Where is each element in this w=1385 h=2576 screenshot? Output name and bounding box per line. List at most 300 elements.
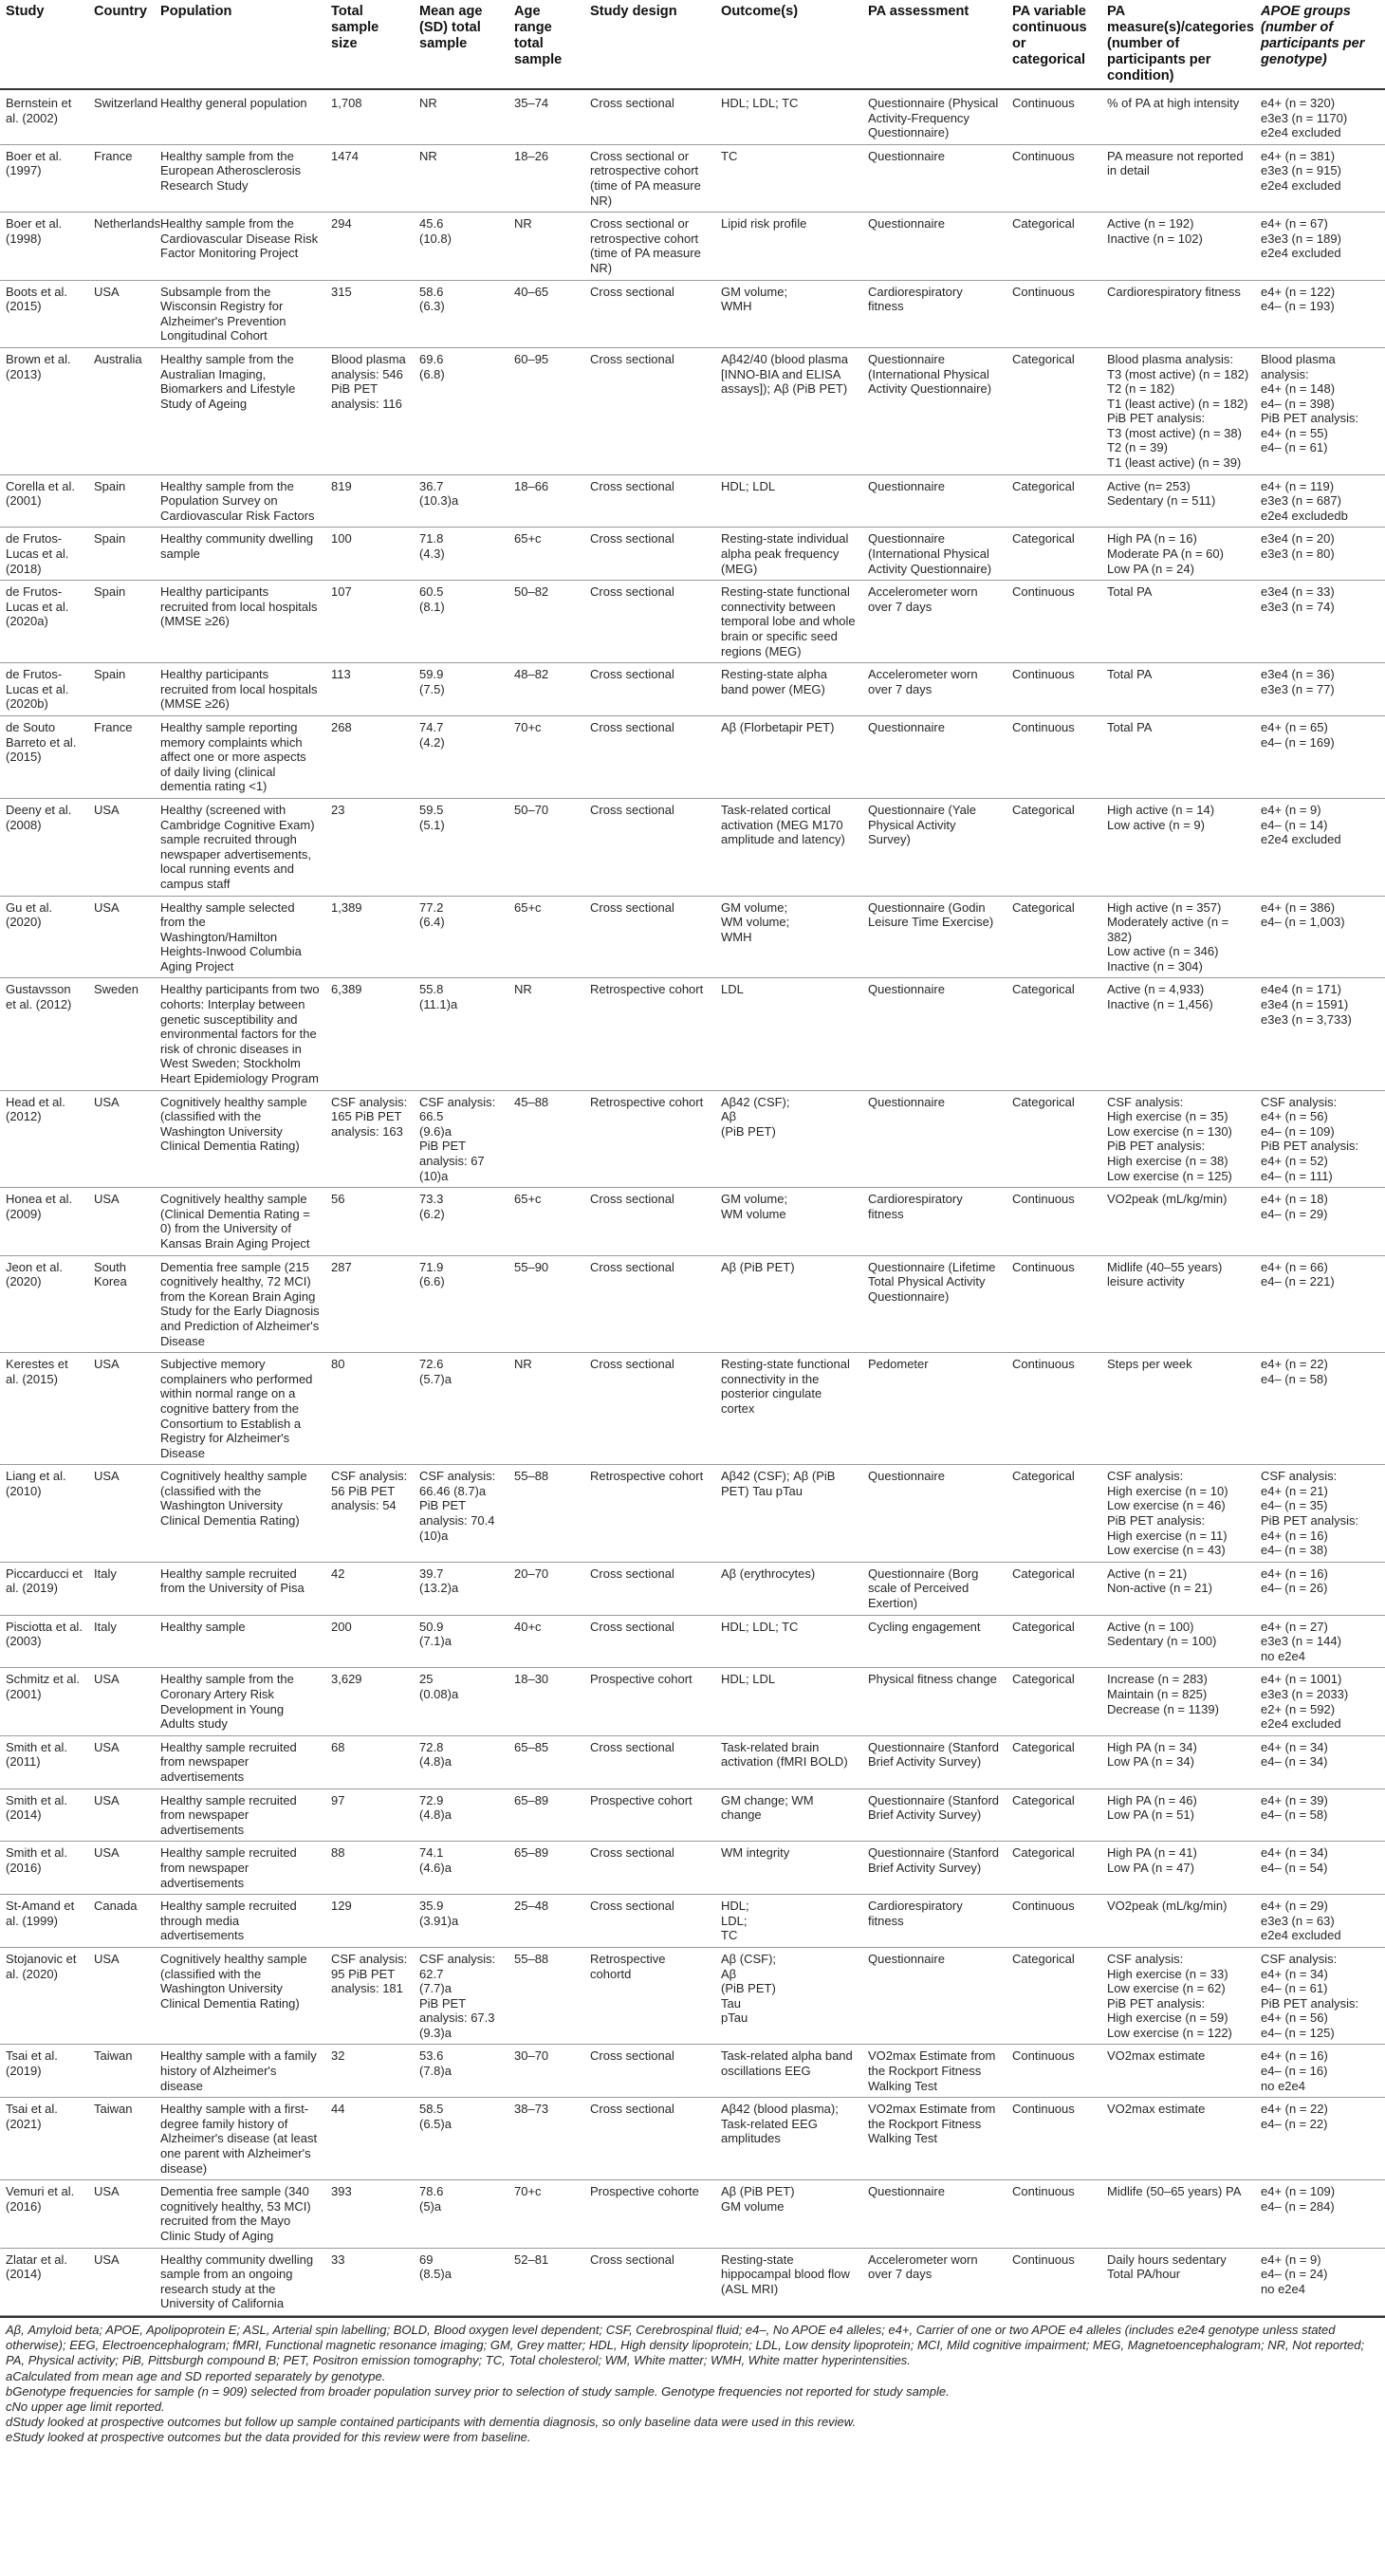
table-cell: CSF analysis: e4+ (n = 21) e4– (n = 35) PiB PET analysis: e4+ (n = 16) e4– (n = 38) [1255, 1465, 1385, 1563]
table-row [0, 1353, 1385, 1465]
table-row [0, 2098, 1385, 2180]
table-cell: Resting-state alpha band power (MEG) [715, 663, 862, 716]
table-cell: 129 [325, 1895, 414, 1948]
table-cell: Netherlands [88, 213, 155, 280]
table-cell: CSF analysis: 66.46 (8.7)a PiB PET analysis: 70.4 (10)a [414, 1465, 508, 1563]
table-row [0, 1562, 1385, 1615]
table-cell: Zlatar et al. (2014) [0, 2248, 88, 2315]
table-cell: Continuous [1006, 1353, 1101, 1465]
table-cell: USA [88, 1188, 155, 1255]
table-cell: Healthy sample from the Coronary Artery Risk Development in Young Adults study [155, 1668, 325, 1735]
table-cell: Taiwan [88, 2098, 155, 2180]
table-cell: Aβ (PiB PET) [715, 1255, 862, 1353]
table-cell: 38–73 [508, 2098, 584, 2180]
table-cell: Categorical [1006, 1090, 1101, 1188]
table-cell: Categorical [1006, 528, 1101, 581]
table-cell: Active (n = 4,933) Inactive (n = 1,456) [1101, 978, 1255, 1090]
table-cell: Continuous [1006, 2248, 1101, 2315]
table-notes [0, 2316, 1385, 2446]
table-cell: 25 (0.08)a [414, 1668, 508, 1735]
table-cell: Blood plasma analysis: e4+ (n = 148) e4– (n = 398) PiB PET analysis: e4+ (n = 55) e4– (n = 61) [1255, 347, 1385, 474]
table-cell: 33 [325, 2248, 414, 2315]
table-cell: Continuous [1006, 1895, 1101, 1948]
table-cell: Continuous [1006, 1255, 1101, 1353]
table-cell: Categorical [1006, 978, 1101, 1090]
table-cell: Brown et al. (2013) [0, 347, 88, 474]
table-cell: 71.9 (6.6) [414, 1255, 508, 1353]
table-row [0, 1668, 1385, 1735]
table-cell: 74.7 (4.2) [414, 715, 508, 798]
table-cell: Gustavsson et al. (2012) [0, 978, 88, 1090]
table-cell: Active (n = 192) Inactive (n = 102) [1101, 213, 1255, 280]
table-row [0, 1735, 1385, 1788]
table-cell: Cross sectional [584, 1842, 715, 1895]
table-cell: 60–95 [508, 347, 584, 474]
table-cell: CSF analysis: 62.7 (7.7)a PiB PET analysis: 67.3 (9.3)a [414, 1947, 508, 2045]
table-cell: Cross sectional [584, 715, 715, 798]
table-cell: USA [88, 2248, 155, 2315]
table-cell: Tsai et al. (2021) [0, 2098, 88, 2180]
table-row [0, 1465, 1385, 1563]
table-row [0, 213, 1385, 280]
table-cell: Cross sectional [584, 1188, 715, 1255]
table-cell: Vemuri et al. (2016) [0, 2180, 88, 2248]
table-cell: de Frutos-Lucas et al. (2018) [0, 528, 88, 581]
table-cell: USA [88, 1353, 155, 1465]
table-cell: Aβ42/40 (blood plasma [INNO-BIA and ELISA assays]); Aβ (PiB PET) [715, 347, 862, 474]
table-cell: Questionnaire [862, 1947, 1006, 2045]
table-cell: 72.6 (5.7)a [414, 1353, 508, 1465]
table-cell: 393 [325, 2180, 414, 2248]
table-cell: GM volume; WMH [715, 280, 862, 347]
table-cell: 88 [325, 1842, 414, 1895]
table-cell: Taiwan [88, 2045, 155, 2098]
table-cell: Continuous [1006, 89, 1101, 144]
table-cell: e4+ (n = 1001) e3e3 (n = 2033) e2+ (n = 592) e2e4 excluded [1255, 1668, 1385, 1735]
table-cell: NR [508, 213, 584, 280]
table-cell: 77.2 (6.4) [414, 896, 508, 978]
table-cell: 55–90 [508, 1255, 584, 1353]
table-cell: Cognitively healthy sample (classified with the Washington University Clinical Dementia Rating) [155, 1465, 325, 1563]
table-cell: 71.8 (4.3) [414, 528, 508, 581]
table-cell: Spain [88, 474, 155, 528]
table-cell: Categorical [1006, 1788, 1101, 1842]
table-cell: Italy [88, 1615, 155, 1668]
table-cell: Questionnaire (International Physical Activity Questionnaire) [862, 528, 1006, 581]
table-cell: 42 [325, 1562, 414, 1615]
column-header: Age range total sample [508, 0, 584, 89]
table-row [0, 1895, 1385, 1948]
table-cell: CSF analysis: e4+ (n = 34) e4– (n = 61) PiB PET analysis: e4+ (n = 56) e4– (n = 125) [1255, 1947, 1385, 2045]
table-cell: Sweden [88, 978, 155, 1090]
table-cell: Smith et al. (2016) [0, 1842, 88, 1895]
table-cell: Healthy community dwelling sample from an ongoing research study at the University of California [155, 2248, 325, 2315]
table-cell: CSF analysis: 66.5 (9.6)a PiB PET analysis: 67 (10)a [414, 1090, 508, 1188]
table-cell: Cross sectional [584, 1895, 715, 1948]
table-cell: USA [88, 1465, 155, 1563]
column-header: PA variable continuous or categorical [1006, 0, 1101, 89]
table-cell: 70+c [508, 2180, 584, 2248]
table-cell: Questionnaire [862, 474, 1006, 528]
table-cell: e4+ (n = 27) e3e3 (n = 144) no e2e4 [1255, 1615, 1385, 1668]
table-cell: Total PA [1101, 581, 1255, 663]
table-cell: Cross sectional [584, 1735, 715, 1788]
table-cell: Healthy sample [155, 1615, 325, 1668]
table-cell: 56 [325, 1188, 414, 1255]
table-cell: e4+ (n = 66) e4– (n = 221) [1255, 1255, 1385, 1353]
table-cell: Task-related brain activation (fMRI BOLD) [715, 1735, 862, 1788]
table-cell: 36.7 (10.3)a [414, 474, 508, 528]
table-cell: GM volume; WM volume; WMH [715, 896, 862, 978]
table-cell: Stojanovic et al. (2020) [0, 1947, 88, 2045]
header-row [0, 0, 1385, 89]
table-cell: 48–82 [508, 663, 584, 716]
table-row [0, 896, 1385, 978]
table-cell: Liang et al. (2010) [0, 1465, 88, 1563]
table-cell: 65+c [508, 1188, 584, 1255]
table-cell: Questionnaire [862, 978, 1006, 1090]
table-cell: CSF analysis: 56 PiB PET analysis: 54 [325, 1465, 414, 1563]
table-cell: Questionnaire [862, 144, 1006, 212]
footnote: dStudy looked at prospective outcomes but follow up sample contained participants with dementia diagnosis, so only baseline data were used in this review. [6, 2415, 857, 2430]
table-cell: 32 [325, 2045, 414, 2098]
table-cell: Continuous [1006, 581, 1101, 663]
table-cell: Aβ (erythrocytes) [715, 1562, 862, 1615]
table-cell: 55–88 [508, 1947, 584, 2045]
table-cell: Retrospective cohort [584, 1090, 715, 1188]
table-cell: Smith et al. (2011) [0, 1735, 88, 1788]
table-cell: Questionnaire (Stanford Brief Activity Survey) [862, 1842, 1006, 1895]
table-cell: Gu et al. (2020) [0, 896, 88, 978]
column-header: PA measure(s)/categories (number of participants per condition) [1101, 0, 1255, 89]
table-cell: e4+ (n = 9) e4– (n = 14) e2e4 excluded [1255, 798, 1385, 896]
table-cell: 69.6 (6.8) [414, 347, 508, 474]
table-cell: de Frutos-Lucas et al. (2020b) [0, 663, 88, 716]
table-cell: e4+ (n = 34) e4– (n = 54) [1255, 1842, 1385, 1895]
table-cell: Cross sectional [584, 280, 715, 347]
table-cell: Continuous [1006, 663, 1101, 716]
table-cell: de Souto Barreto et al. (2015) [0, 715, 88, 798]
table-cell: Questionnaire [862, 1465, 1006, 1563]
table-cell: 100 [325, 528, 414, 581]
column-header: Outcome(s) [715, 0, 862, 89]
table-cell: e3e4 (n = 20) e3e3 (n = 80) [1255, 528, 1385, 581]
table-cell: 65+c [508, 528, 584, 581]
table-cell: e4+ (n = 119) e3e3 (n = 687) e2e4 excludedb [1255, 474, 1385, 528]
table-cell: Continuous [1006, 2098, 1101, 2180]
table-cell: CSF analysis: 95 PiB PET analysis: 181 [325, 1947, 414, 2045]
table-cell: Spain [88, 581, 155, 663]
table-cell: e4+ (n = 67) e3e3 (n = 189) e2e4 excluded [1255, 213, 1385, 280]
table-cell: VO2max Estimate from the Rockport Fitness Walking Test [862, 2098, 1006, 2180]
table-cell: 18–26 [508, 144, 584, 212]
table-row [0, 715, 1385, 798]
table-cell: e4+ (n = 34) e4– (n = 34) [1255, 1735, 1385, 1788]
table-cell: e4+ (n = 39) e4– (n = 58) [1255, 1788, 1385, 1842]
table-cell: 200 [325, 1615, 414, 1668]
table-cell: e4e4 (n = 171) e3e4 (n = 1591) e3e3 (n = 3,733) [1255, 978, 1385, 1090]
table-cell: Continuous [1006, 715, 1101, 798]
table-cell: 60.5 (8.1) [414, 581, 508, 663]
table-cell: TC [715, 144, 862, 212]
table-cell: Increase (n = 283) Maintain (n = 825) Decrease (n = 1139) [1101, 1668, 1255, 1735]
table-cell: Canada [88, 1895, 155, 1948]
table-cell: Retrospective cohort [584, 1465, 715, 1563]
table-cell: LDL [715, 978, 862, 1090]
footnote: cNo upper age limit reported. [6, 2399, 165, 2414]
table-cell: Bernstein et al. (2002) [0, 89, 88, 144]
table-cell: USA [88, 2180, 155, 2248]
table-row [0, 2180, 1385, 2248]
table-cell: Aβ42 (CSF); Aβ (PiB PET) Tau pTau [715, 1465, 862, 1563]
table-cell: 40+c [508, 1615, 584, 1668]
table-cell: Questionnaire (International Physical Activity Questionnaire) [862, 347, 1006, 474]
table-cell: Honea et al. (2009) [0, 1188, 88, 1255]
table-cell: Continuous [1006, 144, 1101, 212]
table-cell: CSF analysis: e4+ (n = 56) e4– (n = 109) PiB PET analysis: e4+ (n = 52) e4– (n = 111) [1255, 1090, 1385, 1188]
table-cell: Questionnaire (Stanford Brief Activity Survey) [862, 1735, 1006, 1788]
table-cell: Cardiorespiratory fitness [862, 1895, 1006, 1948]
table-body [0, 89, 1385, 2315]
table-cell: Continuous [1006, 2180, 1101, 2248]
table-cell: CSF analysis: 165 PiB PET analysis: 163 [325, 1090, 414, 1188]
table-cell: 74.1 (4.6)a [414, 1842, 508, 1895]
table-cell: Smith et al. (2014) [0, 1788, 88, 1842]
table-cell: Jeon et al. (2020) [0, 1255, 88, 1353]
table-cell: Healthy sample with a family history of Alzheimer's disease [155, 2045, 325, 2098]
table-cell: Cross sectional [584, 1353, 715, 1465]
table-cell: 6,389 [325, 978, 414, 1090]
table-cell: e4+ (n = 9) e4– (n = 24) no e2e4 [1255, 2248, 1385, 2315]
abbreviations-note: Aβ, Amyloid beta; APOE, Apolipoprotein E; ASL, Arterial spin labelling; BOLD, Blood oxygen level dependent; CSF, Cerebrospinal fluid; e4–, No APOE e4 alleles; e4+, Carrier of one or two APOE e4 alleles (includes e2e4 genotype unless stated otherwise); EEG, Electroencephalogram; fMRI, Functional magnetic resonance imaging; GM, Grey matter; HDL, High density lipoprotein; LDL, Low density lipoprotein; MCI, Mild cognitive impairment; MEG, Magnetoencephalogram; NR, Not reported; PA, Physical activity; PiB, Pittsburgh compound B; PET, Positron emission tomography; TC, Total cholesterol; WM, White matter; WMH, White matter hyperintensities. [6, 2322, 1365, 2368]
table-cell: Resting-state functional connectivity between temporal lobe and whole brain or specific seed regions (MEG) [715, 581, 862, 663]
table-cell: Pedometer [862, 1353, 1006, 1465]
table-row [0, 280, 1385, 347]
table-cell: e4+ (n = 22) e4– (n = 22) [1255, 2098, 1385, 2180]
table-cell: Resting-state hippocampal blood flow (ASL MRI) [715, 2248, 862, 2315]
table-cell: Categorical [1006, 1735, 1101, 1788]
table-row [0, 798, 1385, 896]
table-cell: Aβ (CSF); Aβ (PiB PET) Tau pTau [715, 1947, 862, 2045]
table-cell: Questionnaire (Physical Activity-Frequency Questionnaire) [862, 89, 1006, 144]
table-cell: HDL; LDL; TC [715, 1895, 862, 1948]
table-cell: 25–48 [508, 1895, 584, 1948]
table-cell: VO2peak (mL/kg/min) [1101, 1188, 1255, 1255]
table-cell: e4+ (n = 22) e4– (n = 58) [1255, 1353, 1385, 1465]
table-cell: Categorical [1006, 1465, 1101, 1563]
table-cell: e4+ (n = 65) e4– (n = 169) [1255, 715, 1385, 798]
table-row [0, 1842, 1385, 1895]
table-cell: Healthy sample from the Cardiovascular Disease Risk Factor Monitoring Project [155, 213, 325, 280]
table-cell: Prospective cohort [584, 1668, 715, 1735]
table-cell: 65+c [508, 896, 584, 978]
table-cell: Australia [88, 347, 155, 474]
table-cell: Resting-state functional connectivity in the posterior cingulate cortex [715, 1353, 862, 1465]
table-cell: Cross sectional [584, 474, 715, 528]
table-cell: 35.9 (3.91)a [414, 1895, 508, 1948]
table-cell: 68 [325, 1735, 414, 1788]
table-cell: 268 [325, 715, 414, 798]
table-cell: Cross sectional [584, 89, 715, 144]
table-cell: Categorical [1006, 1668, 1101, 1735]
table-cell: NR [508, 978, 584, 1090]
table-cell: Healthy participants recruited from local hospitals (MMSE ≥26) [155, 663, 325, 716]
table-cell: 58.5 (6.5)a [414, 2098, 508, 2180]
table-row [0, 474, 1385, 528]
table-cell: e4+ (n = 320) e3e3 (n = 1170) e2e4 excluded [1255, 89, 1385, 144]
table-cell: Questionnaire [862, 715, 1006, 798]
table-cell: Steps per week [1101, 1353, 1255, 1465]
table-cell: GM volume; WM volume [715, 1188, 862, 1255]
table-cell: Questionnaire [862, 2180, 1006, 2248]
table-cell: Cross sectional [584, 1255, 715, 1353]
column-header: Total sample size [325, 0, 414, 89]
table-cell: USA [88, 1842, 155, 1895]
table-cell: Healthy sample recruited from newspaper advertisements [155, 1842, 325, 1895]
table-cell: 1,389 [325, 896, 414, 978]
table-cell: Healthy sample from the European Atherosclerosis Research Study [155, 144, 325, 212]
table-cell: Continuous [1006, 2045, 1101, 2098]
table-cell: VO2max estimate [1101, 2045, 1255, 2098]
table-cell: 73.3 (6.2) [414, 1188, 508, 1255]
table-cell: 55–88 [508, 1465, 584, 1563]
table-cell: 69 (8.5)a [414, 2248, 508, 2315]
column-header: Study design [584, 0, 715, 89]
table-cell: Boer et al. (1997) [0, 144, 88, 212]
table-cell: Retrospective cohort [584, 978, 715, 1090]
table-cell: CSF analysis: High exercise (n = 35) Low exercise (n = 130) PiB PET analysis: High exercise (n = 38) Low exercise (n = 125) [1101, 1090, 1255, 1188]
table-cell: Cognitively healthy sample (classified with the Washington University Clinical Dementia Rating) [155, 1947, 325, 2045]
table-cell: USA [88, 798, 155, 896]
table-cell: 18–30 [508, 1668, 584, 1735]
table-cell: Corella et al. (2001) [0, 474, 88, 528]
table-cell: Cognitively healthy sample (classified with the Washington University Clinical Dementia Rating) [155, 1090, 325, 1188]
table-cell: 70+c [508, 715, 584, 798]
table-cell: 45–88 [508, 1090, 584, 1188]
table-cell: 20–70 [508, 1562, 584, 1615]
table-cell: Deeny et al. (2008) [0, 798, 88, 896]
table-row [0, 347, 1385, 474]
table-cell: Cross sectional or retrospective cohort (time of PA measure NR) [584, 144, 715, 212]
table-cell: Cross sectional [584, 2248, 715, 2315]
table-cell: 53.6 (7.8)a [414, 2045, 508, 2098]
table-cell: Physical fitness change [862, 1668, 1006, 1735]
table-cell: Cycling engagement [862, 1615, 1006, 1668]
table-cell: Boer et al. (1998) [0, 213, 88, 280]
table-cell: Cross sectional [584, 581, 715, 663]
table-cell: France [88, 715, 155, 798]
table-row [0, 1947, 1385, 2045]
table-cell: NR [414, 144, 508, 212]
table-cell: Blood plasma analysis: 546 PiB PET analysis: 116 [325, 347, 414, 474]
table-row [0, 528, 1385, 581]
table-cell: France [88, 144, 155, 212]
table-cell: Categorical [1006, 1947, 1101, 2045]
table-cell: 59.5 (5.1) [414, 798, 508, 896]
table-cell: NR [414, 89, 508, 144]
table-cell: Lipid risk profile [715, 213, 862, 280]
table-cell: High PA (n = 46) Low PA (n = 51) [1101, 1788, 1255, 1842]
table-cell: Healthy (screened with Cambridge Cognitive Exam) sample recruited through newspaper advertisements, local running events and campus staff [155, 798, 325, 896]
table-cell: Categorical [1006, 1562, 1101, 1615]
table-cell: High PA (n = 41) Low PA (n = 47) [1101, 1842, 1255, 1895]
table-cell: e4+ (n = 16) e4– (n = 26) [1255, 1562, 1385, 1615]
table-cell: Cross sectional [584, 347, 715, 474]
table-row [0, 1615, 1385, 1668]
table-cell: 44 [325, 2098, 414, 2180]
table-cell: 50.9 (7.1)a [414, 1615, 508, 1668]
table-cell: de Frutos-Lucas et al. (2020a) [0, 581, 88, 663]
table-cell: Questionnaire (Borg scale of Perceived Exertion) [862, 1562, 1006, 1615]
column-header: Mean age (SD) total sample [414, 0, 508, 89]
table-cell: Questionnaire (Godin Leisure Time Exercise) [862, 896, 1006, 978]
table-cell: USA [88, 1735, 155, 1788]
table-row [0, 663, 1385, 716]
table-cell: USA [88, 280, 155, 347]
table-cell: High active (n = 357) Moderately active (n = 382) Low active (n = 346) Inactive (n = 304) [1101, 896, 1255, 978]
table-cell: Italy [88, 1562, 155, 1615]
table-cell: Accelerometer worn over 7 days [862, 581, 1006, 663]
table-row [0, 1255, 1385, 1353]
table-cell: Cross sectional [584, 1562, 715, 1615]
table-cell: 287 [325, 1255, 414, 1353]
table-row [0, 1188, 1385, 1255]
table-cell: % of PA at high intensity [1101, 89, 1255, 144]
table-cell: e4+ (n = 109) e4– (n = 284) [1255, 2180, 1385, 2248]
table-cell: Cross sectional [584, 798, 715, 896]
table-row [0, 2045, 1385, 2098]
table-cell: Prospective cohort [584, 1788, 715, 1842]
table-cell: Cross sectional [584, 2045, 715, 2098]
table-cell: Cross sectional [584, 896, 715, 978]
table-cell: Categorical [1006, 1842, 1101, 1895]
table-cell: CSF analysis: High exercise (n = 10) Low exercise (n = 46) PiB PET analysis: High exercise (n = 11) Low exercise (n = 43) [1101, 1465, 1255, 1563]
table-cell: Spain [88, 528, 155, 581]
table-cell: 35–74 [508, 89, 584, 144]
table-cell: Active (n = 100) Sedentary (n = 100) [1101, 1615, 1255, 1668]
table-cell: Kerestes et al. (2015) [0, 1353, 88, 1465]
table-cell: 50–70 [508, 798, 584, 896]
table-cell: Tsai et al. (2019) [0, 2045, 88, 2098]
table-cell: Healthy community dwelling sample [155, 528, 325, 581]
table-cell: Categorical [1006, 347, 1101, 474]
table-cell: Schmitz et al. (2001) [0, 1668, 88, 1735]
table-cell: Piccarducci et al. (2019) [0, 1562, 88, 1615]
table-cell: High PA (n = 16) Moderate PA (n = 60) Low PA (n = 24) [1101, 528, 1255, 581]
table-cell: Categorical [1006, 798, 1101, 896]
table-cell: High PA (n = 34) Low PA (n = 34) [1101, 1735, 1255, 1788]
table-cell: Healthy sample from the Population Survey on Cardiovascular Risk Factors [155, 474, 325, 528]
table-cell: VO2max estimate [1101, 2098, 1255, 2180]
table-cell: Categorical [1006, 1615, 1101, 1668]
table-cell: Questionnaire [862, 1090, 1006, 1188]
table-row [0, 89, 1385, 144]
table-cell: Prospective cohorte [584, 2180, 715, 2248]
table-cell: Healthy sample recruited from newspaper advertisements [155, 1735, 325, 1788]
table-cell: Total PA [1101, 663, 1255, 716]
table-cell: Questionnaire (Yale Physical Activity Survey) [862, 798, 1006, 896]
table-row [0, 978, 1385, 1090]
table-cell: Healthy sample with a first-degree family history of Alzheimer's disease (at least one parent with Alzheimer's disease) [155, 2098, 325, 2180]
table-cell: 78.6 (5)a [414, 2180, 508, 2248]
table-cell: USA [88, 896, 155, 978]
table-row [0, 144, 1385, 212]
table-cell: Subsample from the Wisconsin Registry for Alzheimer's Prevention Longitudinal Cohort [155, 280, 325, 347]
table-cell: PA measure not reported in detail [1101, 144, 1255, 212]
table-cell: Healthy sample from the Australian Imaging, Biomarkers and Lifestyle Study of Ageing [155, 347, 325, 474]
table-cell: Active (n= 253) Sedentary (n = 511) [1101, 474, 1255, 528]
table-cell: 65–85 [508, 1735, 584, 1788]
